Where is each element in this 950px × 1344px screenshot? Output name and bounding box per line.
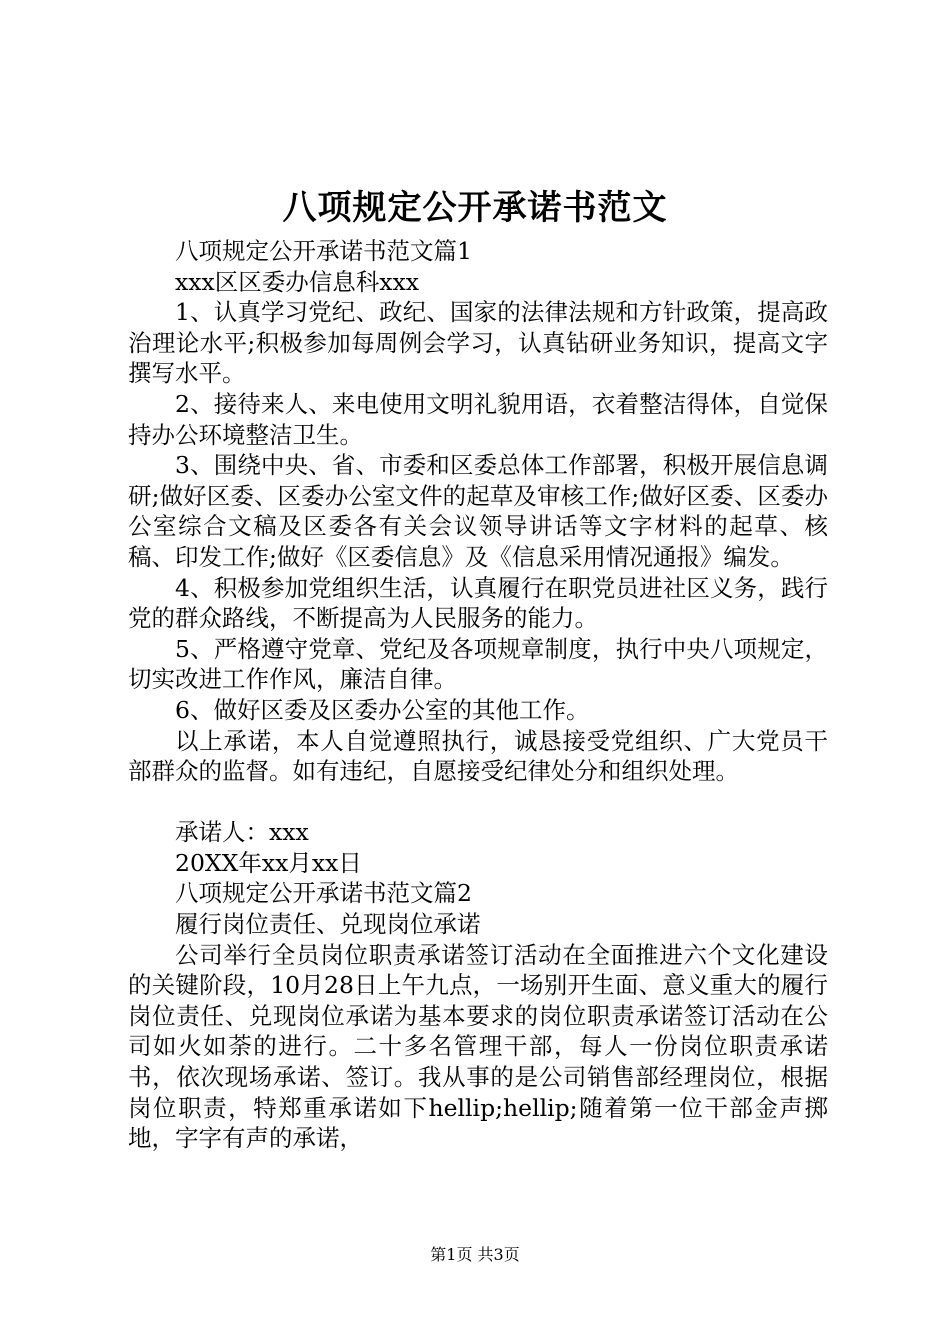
paragraph: 公司举行全员岗位职责承诺签订活动在全面推进六个文化建设的关键阶段，10月28日上午九点，一场别开生面、意义重大的履行岗位责任、兑现岗位承诺为基本要求的岗位职责承诺签订活动在公司如火如荼的进行。二十多名管理干部，每人一份岗位职责承诺书，依次现场承诺、签订。我从事的是公司销售部经理岗位，根据岗位职责，特郑重承诺如下hellip;hellip;随着第一位干部金声掷地，字字有声的承诺， bbox=[128, 940, 828, 1153]
paragraph: 5、严格遵守党章、党纪及各项规章制度，执行中央八项规定，切实改进工作作风，廉洁自律。 bbox=[128, 634, 828, 694]
section-heading: 八项规定公开承诺书范文篇1 bbox=[175, 237, 472, 265]
subtitle-line: 履行岗位责任、兑现岗位承诺 bbox=[175, 910, 481, 939]
section-heading: 八项规定公开承诺书范文篇2 bbox=[175, 879, 472, 908]
signatory-line: 承诺人：xxx bbox=[175, 818, 309, 847]
paragraph: 以上承诺，本人自觉遵照执行，诚恳接受党组织、广大党员干部群众的监督。如有违纪，自愿接受纪律处分和组织处理。 bbox=[128, 726, 828, 786]
paragraph: 2、接待来人、来电使用文明礼貌用语，衣着整洁得体，自觉保持办公环境整洁卫生。 bbox=[128, 389, 828, 449]
date-line: 20XX年xx月xx日 bbox=[175, 848, 362, 877]
document-body bbox=[128, 236, 828, 1154]
document-title: 八项规定公开承诺书范文 bbox=[282, 188, 668, 228]
paragraph: 6、做好区委及区委办公室的其他工作。 bbox=[175, 695, 590, 724]
paragraph: 4、积极参加党组织生活，认真履行在职党员进社区义务，践行党的群众路线，不断提高为人民服务的能力。 bbox=[128, 573, 828, 633]
page-number: 第1页 共3页 bbox=[430, 1245, 520, 1264]
paragraph: 3、围绕中央、省、市委和区委总体工作部署，积极开展信息调研;做好区委、区委办公室文件的起草及审核工作;做好区委、区委办公室综合文稿及区委各有关会议领导讲话等文字材料的起草、核稿、印发工作;做好《区委信息》及《信息采用情况通报》编发。 bbox=[128, 451, 828, 571]
paragraph: 1、认真学习党纪、政纪、国家的法律法规和方针政策，提高政治理论水平;积极参加每周例会学习，认真钻研业务知识，提高文字撰写水平。 bbox=[128, 298, 828, 388]
author-line: xxx区区委办信息科xxx bbox=[175, 267, 420, 296]
